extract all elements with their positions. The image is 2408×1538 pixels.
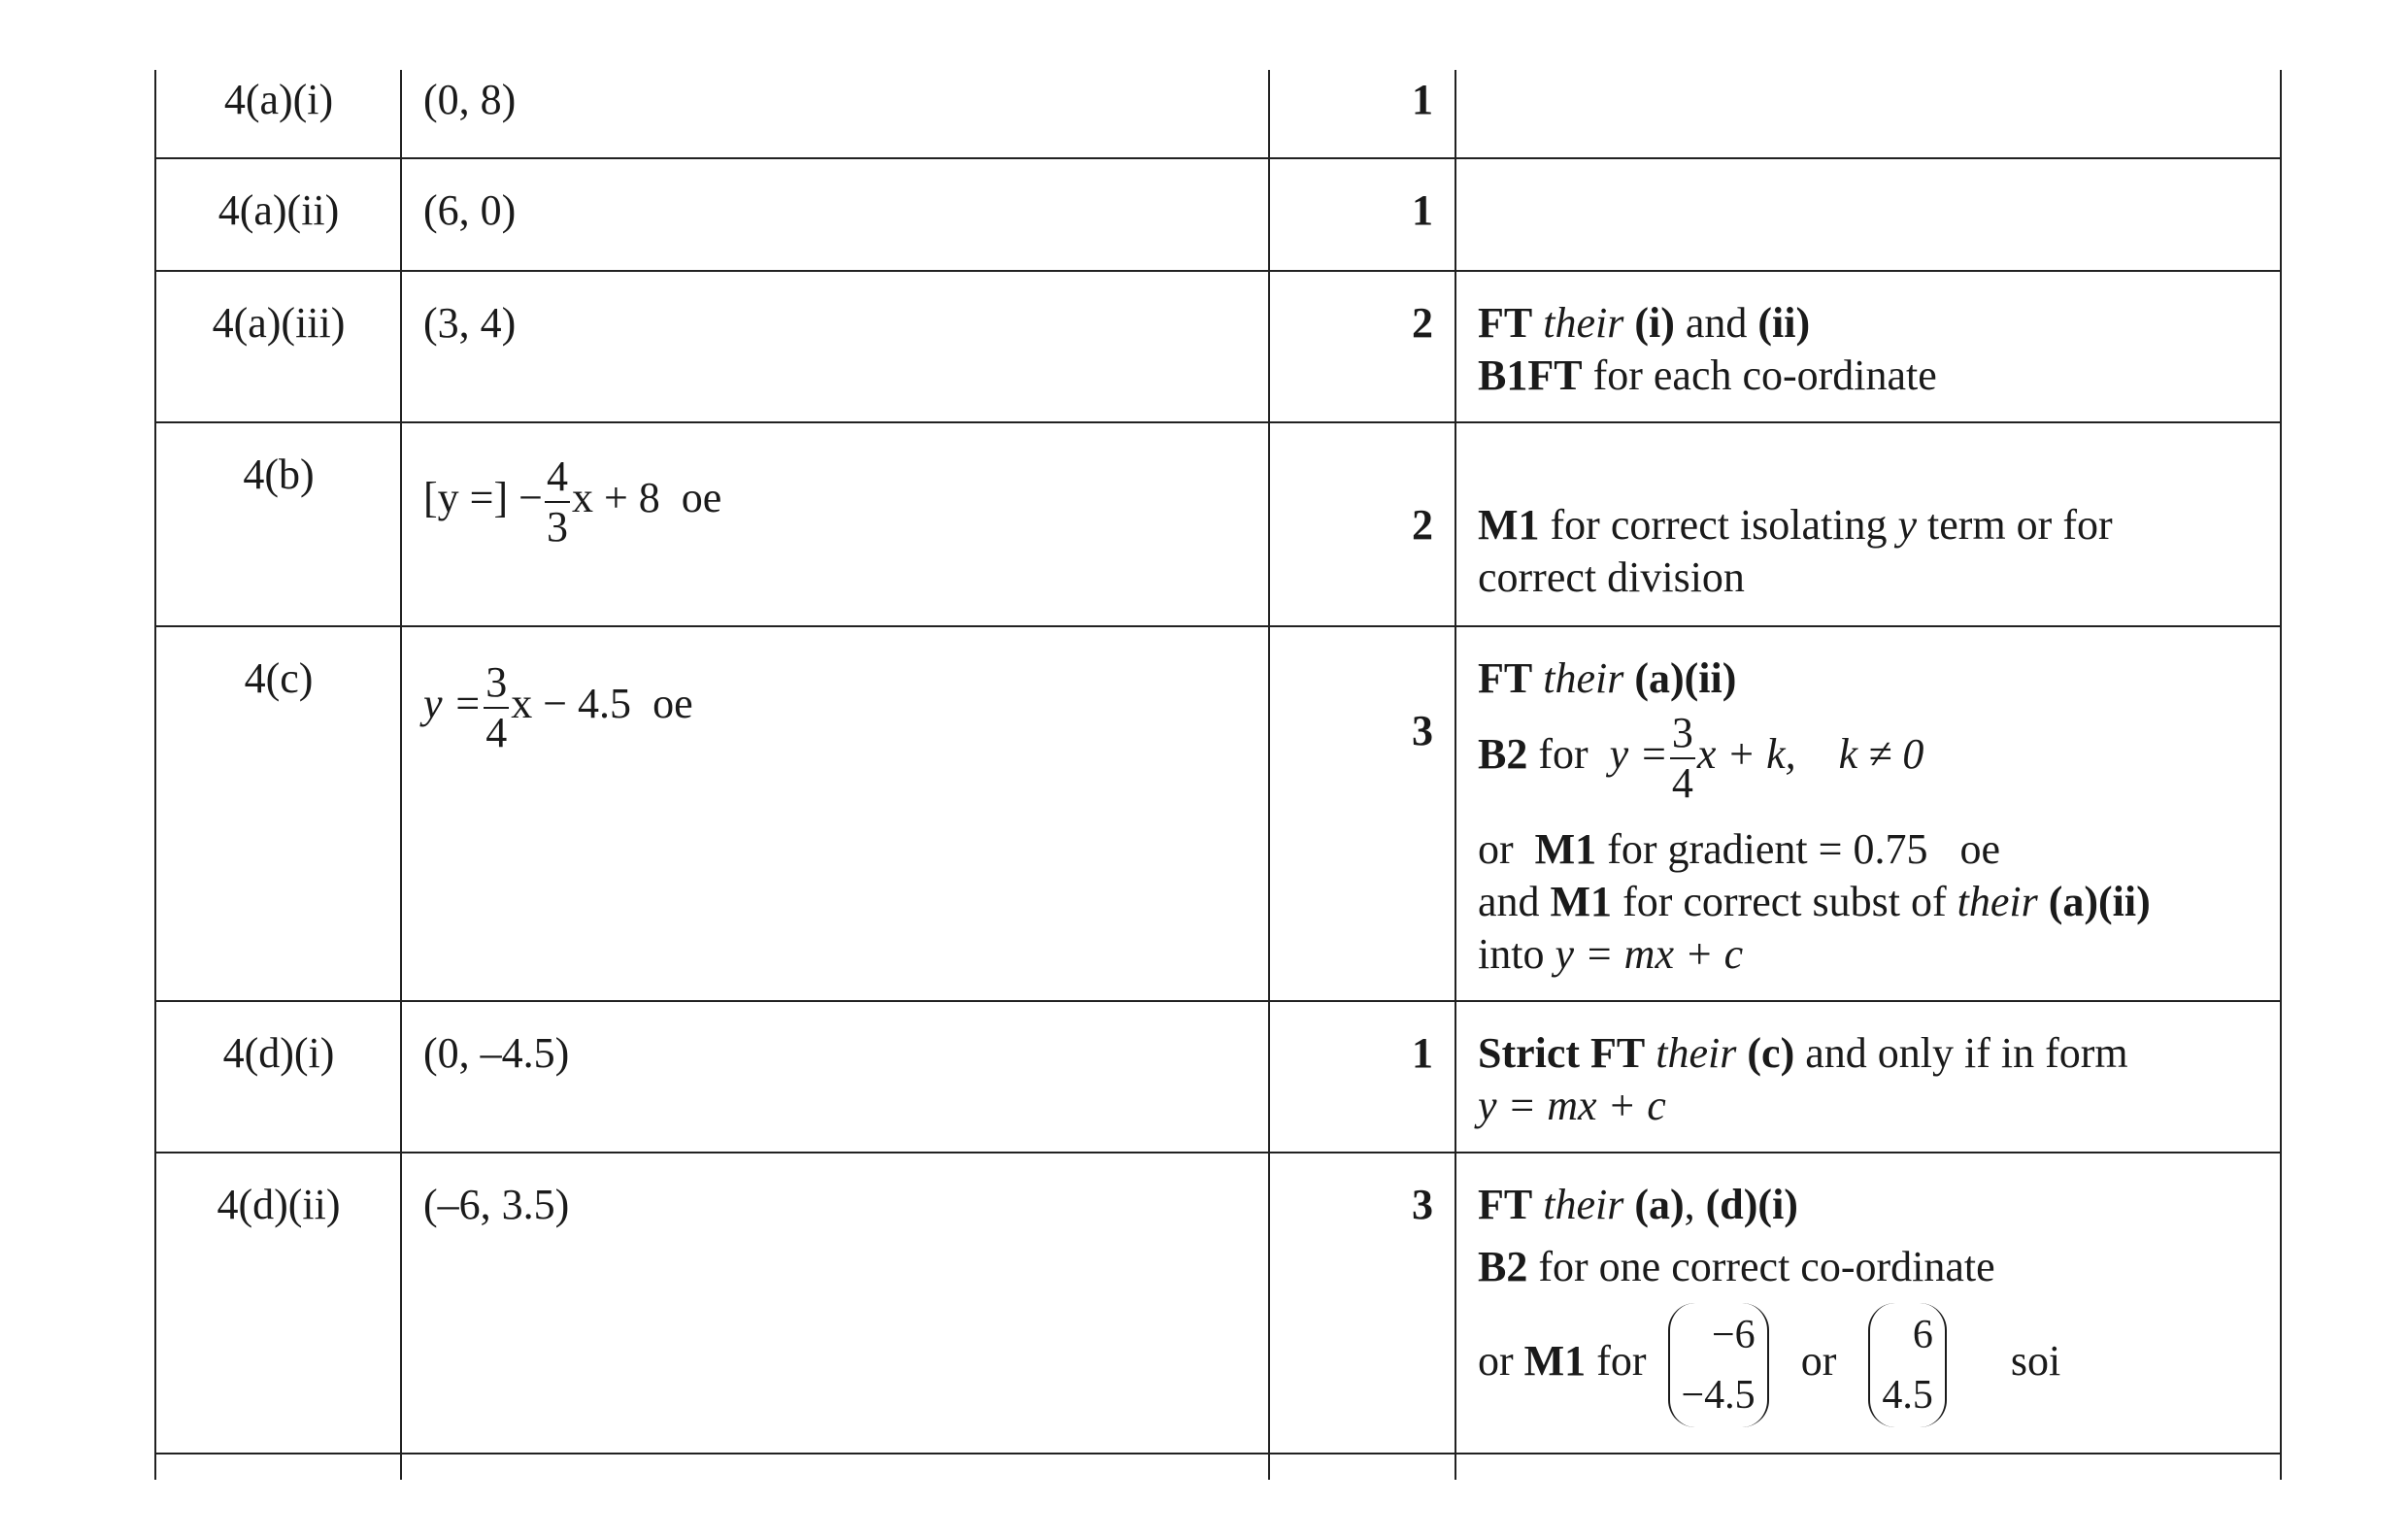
guidance-line: FT their (a)(ii) — [1478, 654, 1737, 702]
column-divider-3 — [1455, 70, 1456, 1480]
row-divider — [155, 157, 2282, 159]
answer: (–6, 3.5) — [423, 1181, 570, 1228]
guidance-line: or M1 for −6 −4.5 or 6 4.5 soi — [1478, 1299, 2060, 1427]
guidance-line: B1FT for each co-ordinate — [1478, 351, 1937, 399]
guidance-line: into y = mx + c — [1478, 930, 1744, 978]
row-divider — [155, 270, 2282, 272]
table-border-right — [2280, 70, 2282, 1480]
marks: 1 — [1412, 186, 1433, 234]
marks: 2 — [1412, 501, 1433, 549]
marks: 3 — [1412, 707, 1433, 754]
guidance-line: M1 for correct isolating y term or for — [1478, 501, 2113, 549]
marks: 2 — [1412, 299, 1433, 347]
guidance-line: FT their (i) and (ii) — [1478, 299, 1811, 347]
marks: 1 — [1412, 1029, 1433, 1077]
question-number: 4(a)(ii) — [217, 186, 340, 234]
guidance-line: y = mx + c — [1478, 1082, 1666, 1129]
answer-expression: [y =] − $\frac{4}{3}$ x + 8 oe — [423, 452, 722, 551]
answer: (0, 8) — [423, 76, 517, 123]
row-divider — [155, 625, 2282, 627]
column-divider-2 — [1268, 70, 1270, 1480]
answer: (3, 4) — [423, 299, 517, 347]
table-border-left — [154, 70, 156, 1480]
guidance-line: correct division — [1478, 553, 1745, 601]
guidance-line: FT their (a), (d)(i) — [1478, 1181, 1798, 1228]
fraction: $\frac{3}{4}$ — [485, 658, 508, 756]
fraction: $\frac{4}{3}$ — [546, 452, 568, 551]
guidance-line: B2 for one correct co-ordinate — [1478, 1243, 1995, 1290]
row-divider — [155, 421, 2282, 423]
row-divider — [155, 1453, 2282, 1454]
column-divider-1 — [400, 70, 402, 1480]
answer: (0, –4.5) — [423, 1029, 570, 1077]
guidance-line: Strict FT their (c) and only if in form — [1478, 1029, 2128, 1077]
question-number: 4(c) — [244, 654, 314, 702]
question-number: 4(a)(i) — [223, 76, 334, 123]
question-number: 4(a)(iii) — [212, 299, 346, 347]
marks: 3 — [1412, 1181, 1433, 1228]
guidance-line: B2 for y = $\frac{3}{4}$ x + k, k ≠ 0 — [1478, 709, 1924, 807]
guidance-line: and M1 for correct subst of their (a)(ii) — [1478, 878, 2151, 925]
question-number: 4(b) — [243, 451, 315, 498]
column-vector: −6 −4.5 — [1668, 1303, 1769, 1427]
question-number: 4(d)(i) — [222, 1029, 335, 1077]
question-number: 4(d)(ii) — [217, 1181, 341, 1228]
column-vector: 6 4.5 — [1868, 1303, 1947, 1427]
guidance-line: or M1 for gradient = 0.75 oe — [1478, 825, 2000, 873]
answer-expression: y = $\frac{3}{4}$ x − 4.5 oe — [423, 658, 693, 756]
row-divider — [155, 1000, 2282, 1002]
answer: (6, 0) — [423, 186, 517, 234]
marks: 1 — [1412, 76, 1433, 123]
row-divider — [155, 1152, 2282, 1154]
fraction: $\frac{3}{4}$ — [1671, 709, 1693, 807]
